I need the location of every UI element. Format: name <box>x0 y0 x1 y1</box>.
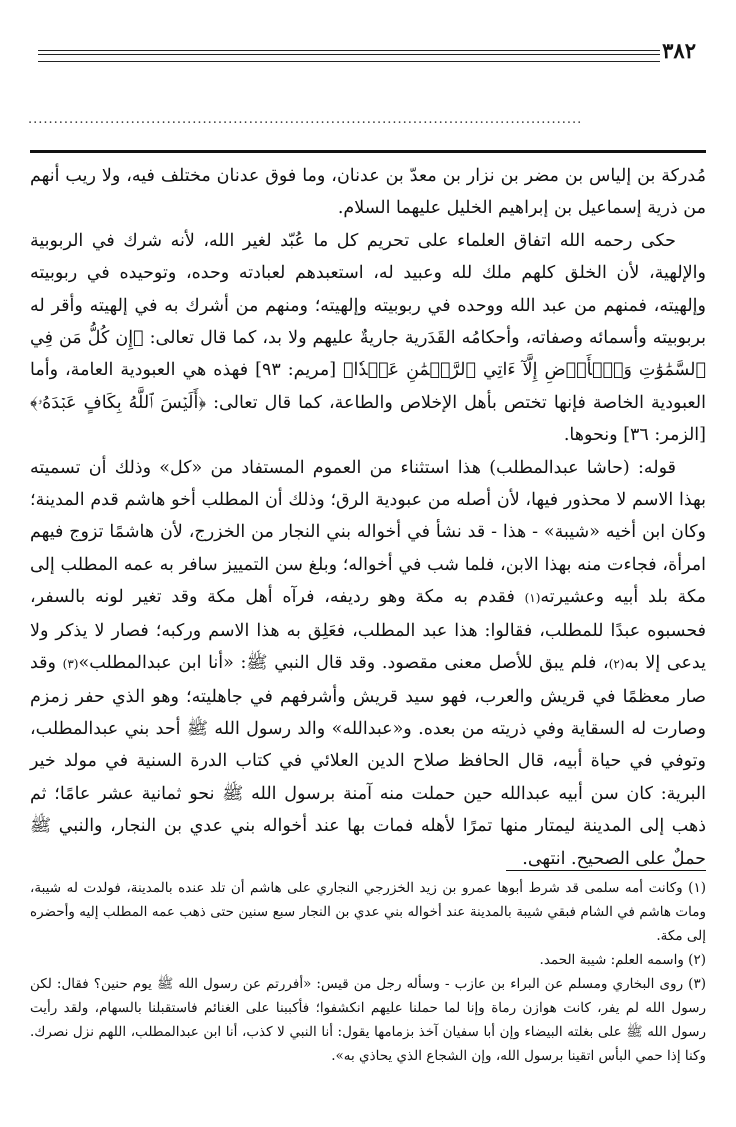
main-text <box>30 160 706 875</box>
paragraph-commentary <box>30 452 706 875</box>
commentary-part-1: قوله: (حاشا عبدالمطلب) هذا استثناء من العموم المستفاد من «كل» وذلك أن تسميته بهذا الاسم لا محذور فيها، لأن أصله من عبودية الرق؛ وذلك أن المطلب أخو هاشم قدم المدينة؛ وكان ابن أخيه «شيبة» - هذا - قد نشأ في أخواله بني النجار من الخزرج، لأن هاشمًا تزوج فيهم امرأة، فجاءت منه بهذا الابن، فلما شب في أخواله؛ وبلغ سن التمييز سافر به عمه المطلب إلى مكة بلد أبيه وعشيرته <box>30 457 706 608</box>
footnote-marker-1: (١) <box>524 591 541 606</box>
paragraph-ruling: حكى رحمه الله اتفاق العلماء على تحريم كل ما عُبّد لغير الله، لأنه شرك في الربوبية والإلهية، لأن الخلق كلهم ملك لله وعبيد له، استعبدهم لعبادته وحده، وتوحيده في ربوبيته وإلهيته، فمنهم من عبد الله ووحده في ربوبيته وإلهيته؛ ومنهم من أشرك به في إلهيته وأقر له بربوبيته وأسمائه وصفاته، وأحكامُه القَدَرية جاريةٌ عليهم ولا بد، كما قال تعالى: ﴿إِن كُلُّ مَن فِي ٱلسَّمَٰوَٰتِ وَٱلۡأَرۡضِ إِلَّآ ءَاتِي ٱلرَّحۡمَٰنِ عَبۡدٗا﴾ [مريم: ٩٣] فهذه هي العبودية العامة، وأما العبودية الخاصة فإنها تختص بأهل الإخلاص والطاعة، كما قال تعالى: ﴿أَلَيۡسَ ٱللَّهُ بِكَافٍ عَبۡدَهُۥ﴾ [الزمر: ٣٦] ونحوها. <box>30 230 707 446</box>
footnote-marker-2: (٢) <box>608 657 625 672</box>
commentary-part-3: ، فلم يبق للأصل معنى مقصود. وقد قال النبي ﷺ: «أنا ابن عبدالمطلب» <box>78 653 609 674</box>
footnote-marker-3: (٣) <box>62 657 79 672</box>
commentary-part-2: فقدم به مكة وهو رديفه، فرآه أهل مكة وقد تغير لونه بالسفر، فحسبوه عبدًا للمطلب، فقالوا: هذا عبد المطلب، فعَلِق به هذا الاسم وركبه؛ فصار لا يذكر ولا يدعى إلا به <box>30 587 706 674</box>
footnote-1: (١) وكانت أمه سلمى قد شرط أبوها عمرو بن زيد الخزرجي النجاري على هاشم أن تلد عنده بالمدينة، فولدت له شيبة، ومات هاشم في الشام فبقي شيبة بالمدينة عند أخواله بني عدي بن النجار سبع سنين حتى ذهب عمه المطلب إليه وأحضره إلى مكة. <box>30 880 706 944</box>
commentary-part-4: وقد صار معظمًا في قريش والعرب، فهو سيد قريش وأشرفهم في جاهليته؛ وهو الذي حفر زمزم وصارت له السقاية وفي ذريته من بعده. و«عبدالله» والد رسول الله ﷺ أحد بني عبدالمطلب، وتوفي في حياة أبيه، قال الحافظ صلاح الدين العلائي في كتاب الدرة السنية في مولد خير البرية: كان سن أبيه عبدالله حين حملت منه آمنة برسول الله ﷺ نحو ثمانية عشر عامًا؛ ثم ذهب إلى المدينة ليمتار منها تمرًا لأهله فمات بها عند أخواله بني عدي بن النجار، والنبي ﷺ حملٌ على الصحيح. انتهى. <box>30 653 706 869</box>
text-top-rule <box>30 150 706 153</box>
paragraph-lineage: مُدركة بن إلياس بن مضر بن نزار بن معدّ بن عدنان، وما فوق عدنان مختلف فيه، ولا ريب أنهم من ذرية إسماعيل بن إبراهيم الخليل عليهما السلام. <box>30 166 706 219</box>
footnote-2: (٢) واسمه العلم: شيبة الحمد. <box>539 952 706 968</box>
footnote-rule <box>506 870 706 871</box>
footnote-3: (٣) روى البخاري ومسلم عن البراء بن عازب - وسأله رجل من قيس: «أفررتم عن رسول الله ﷺ يوم حنين؟ فقال: لكن رسول الله لم يفر، كانت هوازن رماة وإنا لما حملنا عليهم انكشفوا؛ فأكببنا على الغنائم فاستقبلنا بالسهام، ولقد رأيت رسول الله ﷺ على بغلته البيضاء وإن أبا سفيان آخذ بزمامها يقول: أنا النبي لا كذب، أنا ابن عبدالمطلب، اللهم نزل نصرك. وكنا إذا حمي البأس اتقينا برسول الله، وإن الشجاع الذي يحاذي به». <box>30 976 706 1064</box>
page-number: ٣٨٢ <box>662 38 696 63</box>
footnotes <box>30 876 706 1068</box>
dotted-separator: ............................................................................................................ <box>28 112 583 127</box>
header-rule <box>38 50 660 62</box>
